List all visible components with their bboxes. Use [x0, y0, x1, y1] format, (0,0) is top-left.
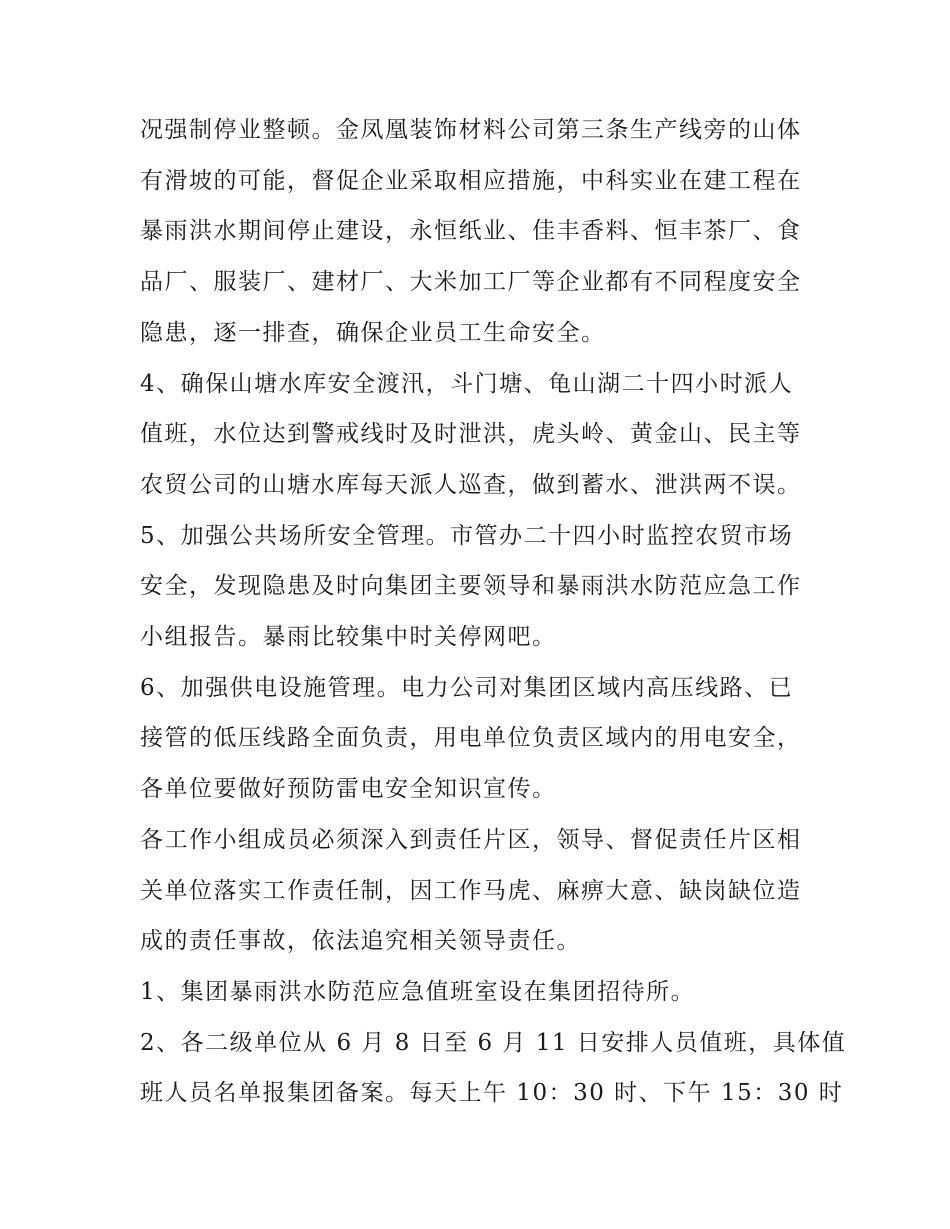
text-line: 关单位落实工作责任制，因工作马虎、麻痹大意、缺岗缺位造 — [140, 877, 802, 904]
text-line: 有滑坡的可能，督促企业采取相应措施，中科实业在建工程在 — [140, 167, 802, 194]
text-line: 1、集团暴雨洪水防范应急值班室设在集团招待所。 — [140, 978, 696, 1005]
text-line: 4、确保山塘水库安全渡汛，斗门塘、龟山湖二十四小时派人 — [140, 370, 794, 397]
text-line: 暴雨洪水期间停止建设，永恒纸业、佳丰香料、恒丰茶厂、食 — [140, 218, 802, 245]
text-line: 6、加强供电设施管理。电力公司对集团区域内高压线路、已 — [140, 674, 794, 701]
text-line: 5、加强公共场所安全管理。市管办二十四小时监控农贸市场 — [140, 522, 794, 549]
text-line: 各单位要做好预防雷电安全知识宣传。 — [140, 776, 557, 803]
document-body — [140, 105, 847, 1119]
text-line: 隐患，逐一排查，确保企业员工生命安全。 — [140, 319, 606, 346]
text-line: 班人员名单报集团备案。每天上午 10：30 时、下午 15：30 时 — [140, 1080, 844, 1107]
text-line: 品厂、服装厂、建材厂、大米加工厂等企业都有不同程度安全 — [140, 269, 802, 296]
text-line: 成的责任事故，依法追究相关领导责任。 — [140, 928, 581, 955]
text-line: 值班，水位达到警戒线时及时泄洪，虎头岭、黄金山、民主等 — [140, 421, 802, 448]
text-line: 农贸公司的山塘水库每天派人巡查，做到蓄水、泄洪两不误。 — [140, 471, 802, 498]
text-line: 安全，发现隐患及时向集团主要领导和暴雨洪水防范应急工作 — [140, 573, 802, 600]
text-line: 2、各二级单位从 6 月 8 日至 6 月 11 日安排人员值班，具体值 — [140, 1029, 847, 1056]
text-line: 各工作小组成员必须深入到责任片区，领导、督促责任片区相 — [140, 826, 802, 853]
text-line: 小组报告。暴雨比较集中时关停网吧。 — [140, 624, 557, 651]
text-line: 况强制停业整顿。金凤凰装饰材料公司第三条生产线旁的山体 — [140, 117, 802, 143]
text-line: 接管的低压线路全面负责，用电单位负责区域内的用电安全， — [140, 725, 802, 752]
